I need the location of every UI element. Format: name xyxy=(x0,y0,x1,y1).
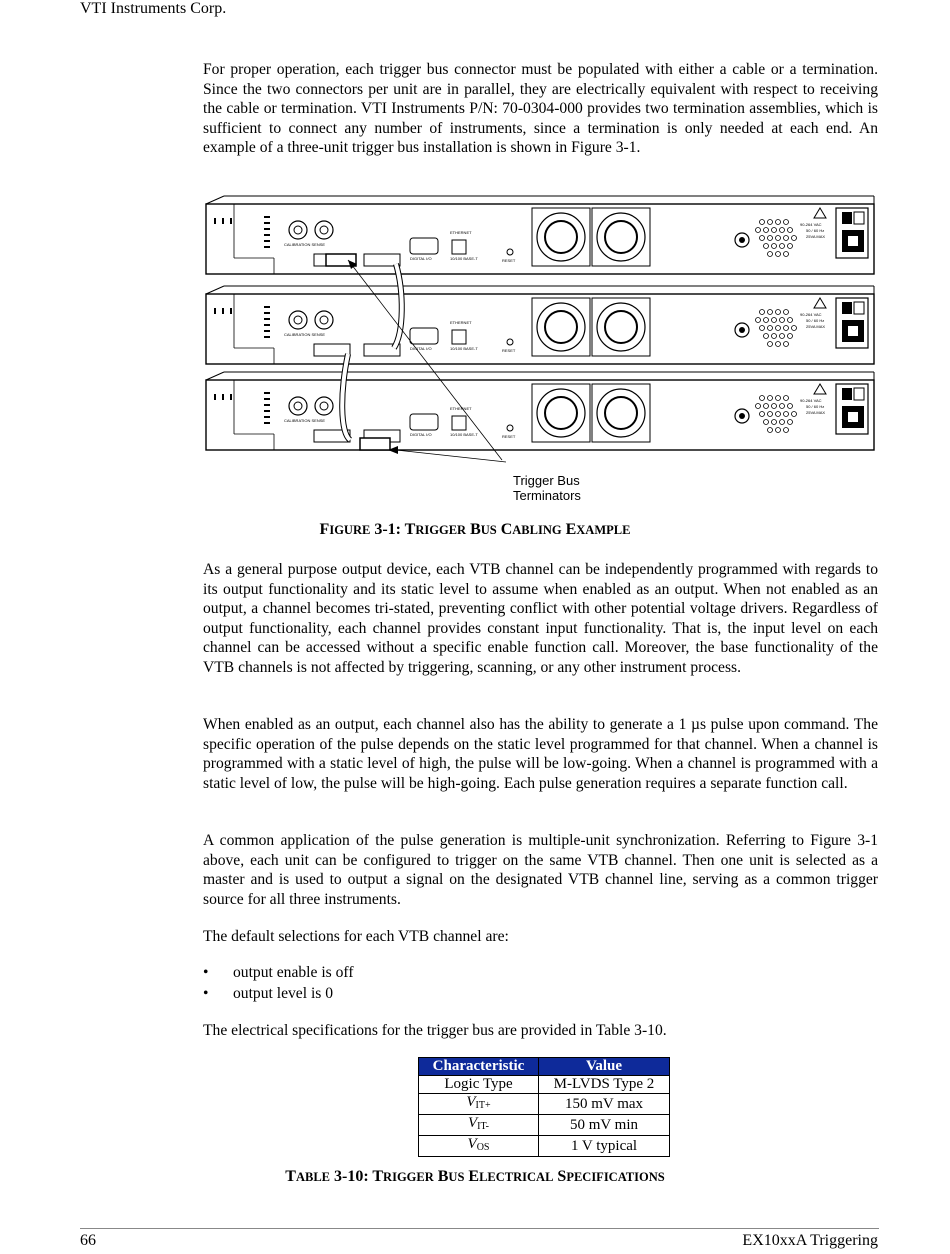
list-item: • output enable is off xyxy=(203,964,354,981)
callout-trigger-bus: Trigger Bus xyxy=(513,473,580,488)
cell-characteristic: $V_{IT-}$ xyxy=(419,1115,539,1136)
paragraph-termination: For proper operation, each trigger bus connector must be populated with either a cable or a termination. Since the two connectors per unit are in parallel, they are electrically equivalent with respect to receiving the cable or termination. VTI Instruments P/N: 70-0304-000 provides two termination assemblies, which is sufficient to connect any number of instruments, since a termination is only needed at each end. An example of a three-unit trigger bus installation is shown in Figure 3-1. xyxy=(203,61,878,157)
paragraph-specifications: The electrical specifications for the trigger bus are provided in Table 3-10. xyxy=(203,1022,667,1039)
paragraph-synchronization: A common application of the pulse generation is multiple-unit synchronization. Referring to Figure 3-1 above, each unit can be configured to trigger on the same VTB channel. Then one unit is selected as a master and is used to output a signal on the designated VTB channel line, serving as a common trigger source for all three instruments. xyxy=(203,832,878,908)
cell-value: M-LVDS Type 2 xyxy=(539,1076,670,1094)
table-row xyxy=(419,1136,670,1157)
paragraph-general-purpose: As a general purpose output device, each VTB channel can be independently programmed with regards to its output functionality and its static level to assume when enabled as an output. When not enabled as an output, a channel becomes tri-stated, preventing conflict with other potential voltage drivers. Regardless of output functionality, each channel provides constant input functionality. That is, the input level on each channel can be accessed without a specific enable function call. Moreover, the base functionality of the VTB channels is not affected by triggering, scanning, or any other instrument process. xyxy=(203,561,878,676)
figure-caption: FIGURE 3-1: TRIGGER BUS CABLING EXAMPLE xyxy=(319,521,631,538)
cell-characteristic: Logic Type xyxy=(419,1076,539,1094)
table-header-row xyxy=(419,1058,670,1076)
trigger-bus-cabling-figure xyxy=(200,192,880,507)
cell-value: 50 mV min xyxy=(539,1115,670,1136)
electrical-specifications-table xyxy=(418,1057,670,1157)
running-header: VTI Instruments Corp. xyxy=(80,0,227,17)
list-item: • output level is 0 xyxy=(203,985,334,1002)
paragraph-pulse: When enabled as an output, each channel also has the ability to generate a 1 µs pulse upon command. The specific operation of the pulse depends on the static level programmed for that channel. When a channel is programmed with a static level of high, the pulse will be low-going. When a channel is programmed with a static level of low, the pulse will be high-going. Each pulse generation requires a separate function call. xyxy=(203,716,878,792)
footer-divider xyxy=(80,1228,879,1229)
table-row xyxy=(419,1115,670,1136)
page-number: 66 xyxy=(80,1232,96,1249)
callout-terminators: Terminators xyxy=(513,488,581,503)
header-characteristic: Characteristic xyxy=(419,1058,539,1076)
table-row xyxy=(419,1094,670,1115)
default-selections-list xyxy=(203,963,878,1005)
footer-title: EX10xxA Triggering xyxy=(742,1232,878,1249)
table-caption: TABLE 3-10: TRIGGER BUS ELECTRICAL SPECIFICATIONS xyxy=(285,1168,665,1185)
header-value: Value xyxy=(539,1058,670,1076)
table-row xyxy=(419,1076,670,1094)
cell-characteristic: $V_{IT+}$ xyxy=(419,1094,539,1115)
cell-value: 150 mV max xyxy=(539,1094,670,1115)
cell-characteristic: $V_{OS}$ xyxy=(419,1136,539,1157)
cell-value: 1 V typical xyxy=(539,1136,670,1157)
paragraph-defaults: The default selections for each VTB channel are: xyxy=(203,928,509,945)
